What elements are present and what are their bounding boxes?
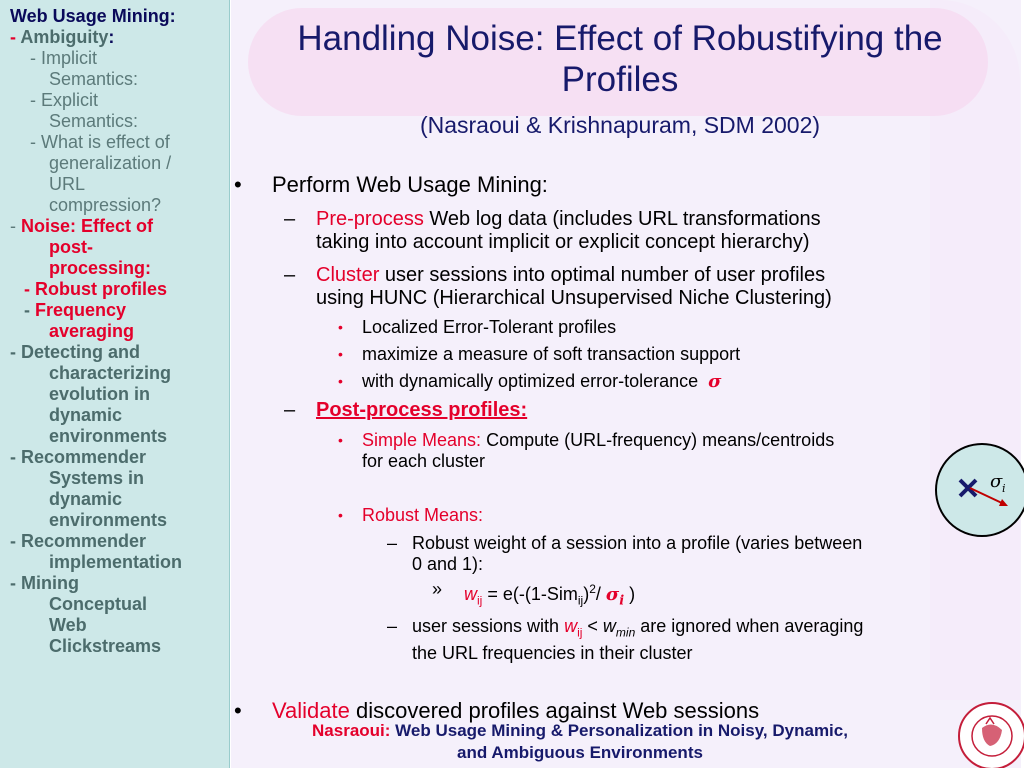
slide-body [232,172,1002,724]
dash-marker: – [284,208,296,230]
outline-item-recommender-impl-cont: implementation [49,552,183,572]
bullet-dot: • [234,172,242,197]
outline-item-recommender-systems-cont: Systems in [49,468,145,488]
outline-item-explicit: - Explicit [30,90,99,110]
bullet-cluster: – Cluster user sessions into optimal number of user profiles using HUNC (Hierarchical Unsupervised Niche Clustering) [284,264,832,309]
slide-title-line: Profiles [561,60,679,99]
outline-item-effect-cont: URL [49,174,86,194]
outline-item-implicit: - Implicit [30,48,97,68]
cluster-circle [936,444,1024,536]
outline-item-recommender-systems-cont: environments [49,510,168,530]
bullet-dot: • [338,346,343,362]
bullet-preprocess: – Pre-process Web log data (includes URL transformations taking into account implicit or explicit concept hierarchy) [284,208,821,253]
slide-subtitle: (Nasraoui & Krishnapuram, SDM 2002) [419,112,821,138]
outline-list [10,6,225,657]
sigma-subscript: i [1002,482,1006,495]
bullet-dot: • [338,507,343,523]
footer-line: and Ambiguous Environments [457,743,703,762]
outline-item-detecting-cont: evolution in [49,384,150,404]
outline-item-recommender-systems-cont: dynamic [49,489,123,509]
outline-item-implicit-cont: Semantics: [49,69,139,89]
outline-item-effect-cont: generalization / [49,153,172,173]
bullet-postprocess: – Post-process profiles: [284,399,528,421]
outline-item-recommender-systems: - Recommender [10,447,147,467]
slide-footer [240,720,920,764]
outline-item-noise: - Noise: Effect of [10,216,154,236]
bullet-localized: • Localized Error-Tolerant profiles [338,317,617,337]
slide-title [240,18,1000,100]
outline-item-noise-cont: post- [49,237,93,257]
dash-marker: – [284,264,296,286]
outline-item-mining-cont: Conceptual [49,594,148,614]
sigma-label: σ [990,471,1003,492]
outline-item-ambiguity: - Ambiguity: [10,27,115,47]
chevron-marker: » [432,579,443,599]
outline-item-frequency-cont: averaging [49,321,135,341]
slide-title-line: Handling Noise: Effect of Robustifying the [297,19,943,58]
bullet-web-usage-mining: • Perform Web Usage Mining: [234,172,548,197]
outline-item-frequency: - Frequency [24,300,127,320]
outline-item-recommender-impl: - Recommender [10,531,147,551]
outline-item-mining: - Mining [10,573,79,593]
outline-item-noise-cont: processing: [49,258,152,278]
bullet-robust-weight: – Robust weight of a session into a profile (varies between 0 and 1): [387,533,863,574]
outline-item-robust: - Robust profiles [24,279,167,299]
dash-marker: – [387,615,398,636]
bullet-dot: • [338,432,343,448]
outline-heading: Web Usage Mining: [10,6,176,26]
cluster-radius-figure [930,440,1024,540]
bullet-formula: » $w_{ij} = e(-(1-Sim_{ij})^2/$ $\sigma_i$ ) [432,579,636,609]
outline-item-explicit-cont: Semantics: [49,111,139,131]
university-seal-logo [954,698,1024,768]
bullet-robust-means: • Robust Means: [338,505,484,525]
bullet-dot: • [338,373,343,389]
bullet-maximize: • maximize a measure of soft transaction support [338,344,741,364]
bullet-dot: • [338,319,343,335]
sigma-symbol: σ [708,371,722,392]
dash-marker: – [284,399,296,421]
bullet-error-tolerance: • with dynamically optimized error-tolerance σ [338,371,722,392]
outline-item-detecting-cont: dynamic [49,405,123,425]
outline-item-mining-cont: Web [49,615,87,635]
bullet-validate: • Validate discovered profiles against Web sessions [234,698,760,724]
outline-item-detecting-cont: environments [49,426,168,446]
bullet-dot: • [234,698,242,724]
outline-item-effect: - What is effect of [30,132,170,152]
outline-item-detecting: - Detecting and [10,342,141,362]
outline-item-detecting-cont: characterizing [49,363,172,383]
outline-item-effect-cont: compression? [49,195,162,215]
dash-marker: – [387,533,398,553]
footer-line: Nasraoui: Web Usage Mining & Personalization in Noisy, Dynamic, [312,721,848,740]
outline-item-mining-cont: Clickstreams [49,636,162,656]
bullet-simple-means: • Simple Means: Compute (URL-frequency) means/centroids for each cluster [338,430,835,471]
bullet-ignored-sessions: – user sessions with $w_{ij} < w_{min}$ are ignored when averaging the URL frequencies in their cluster [387,615,864,664]
